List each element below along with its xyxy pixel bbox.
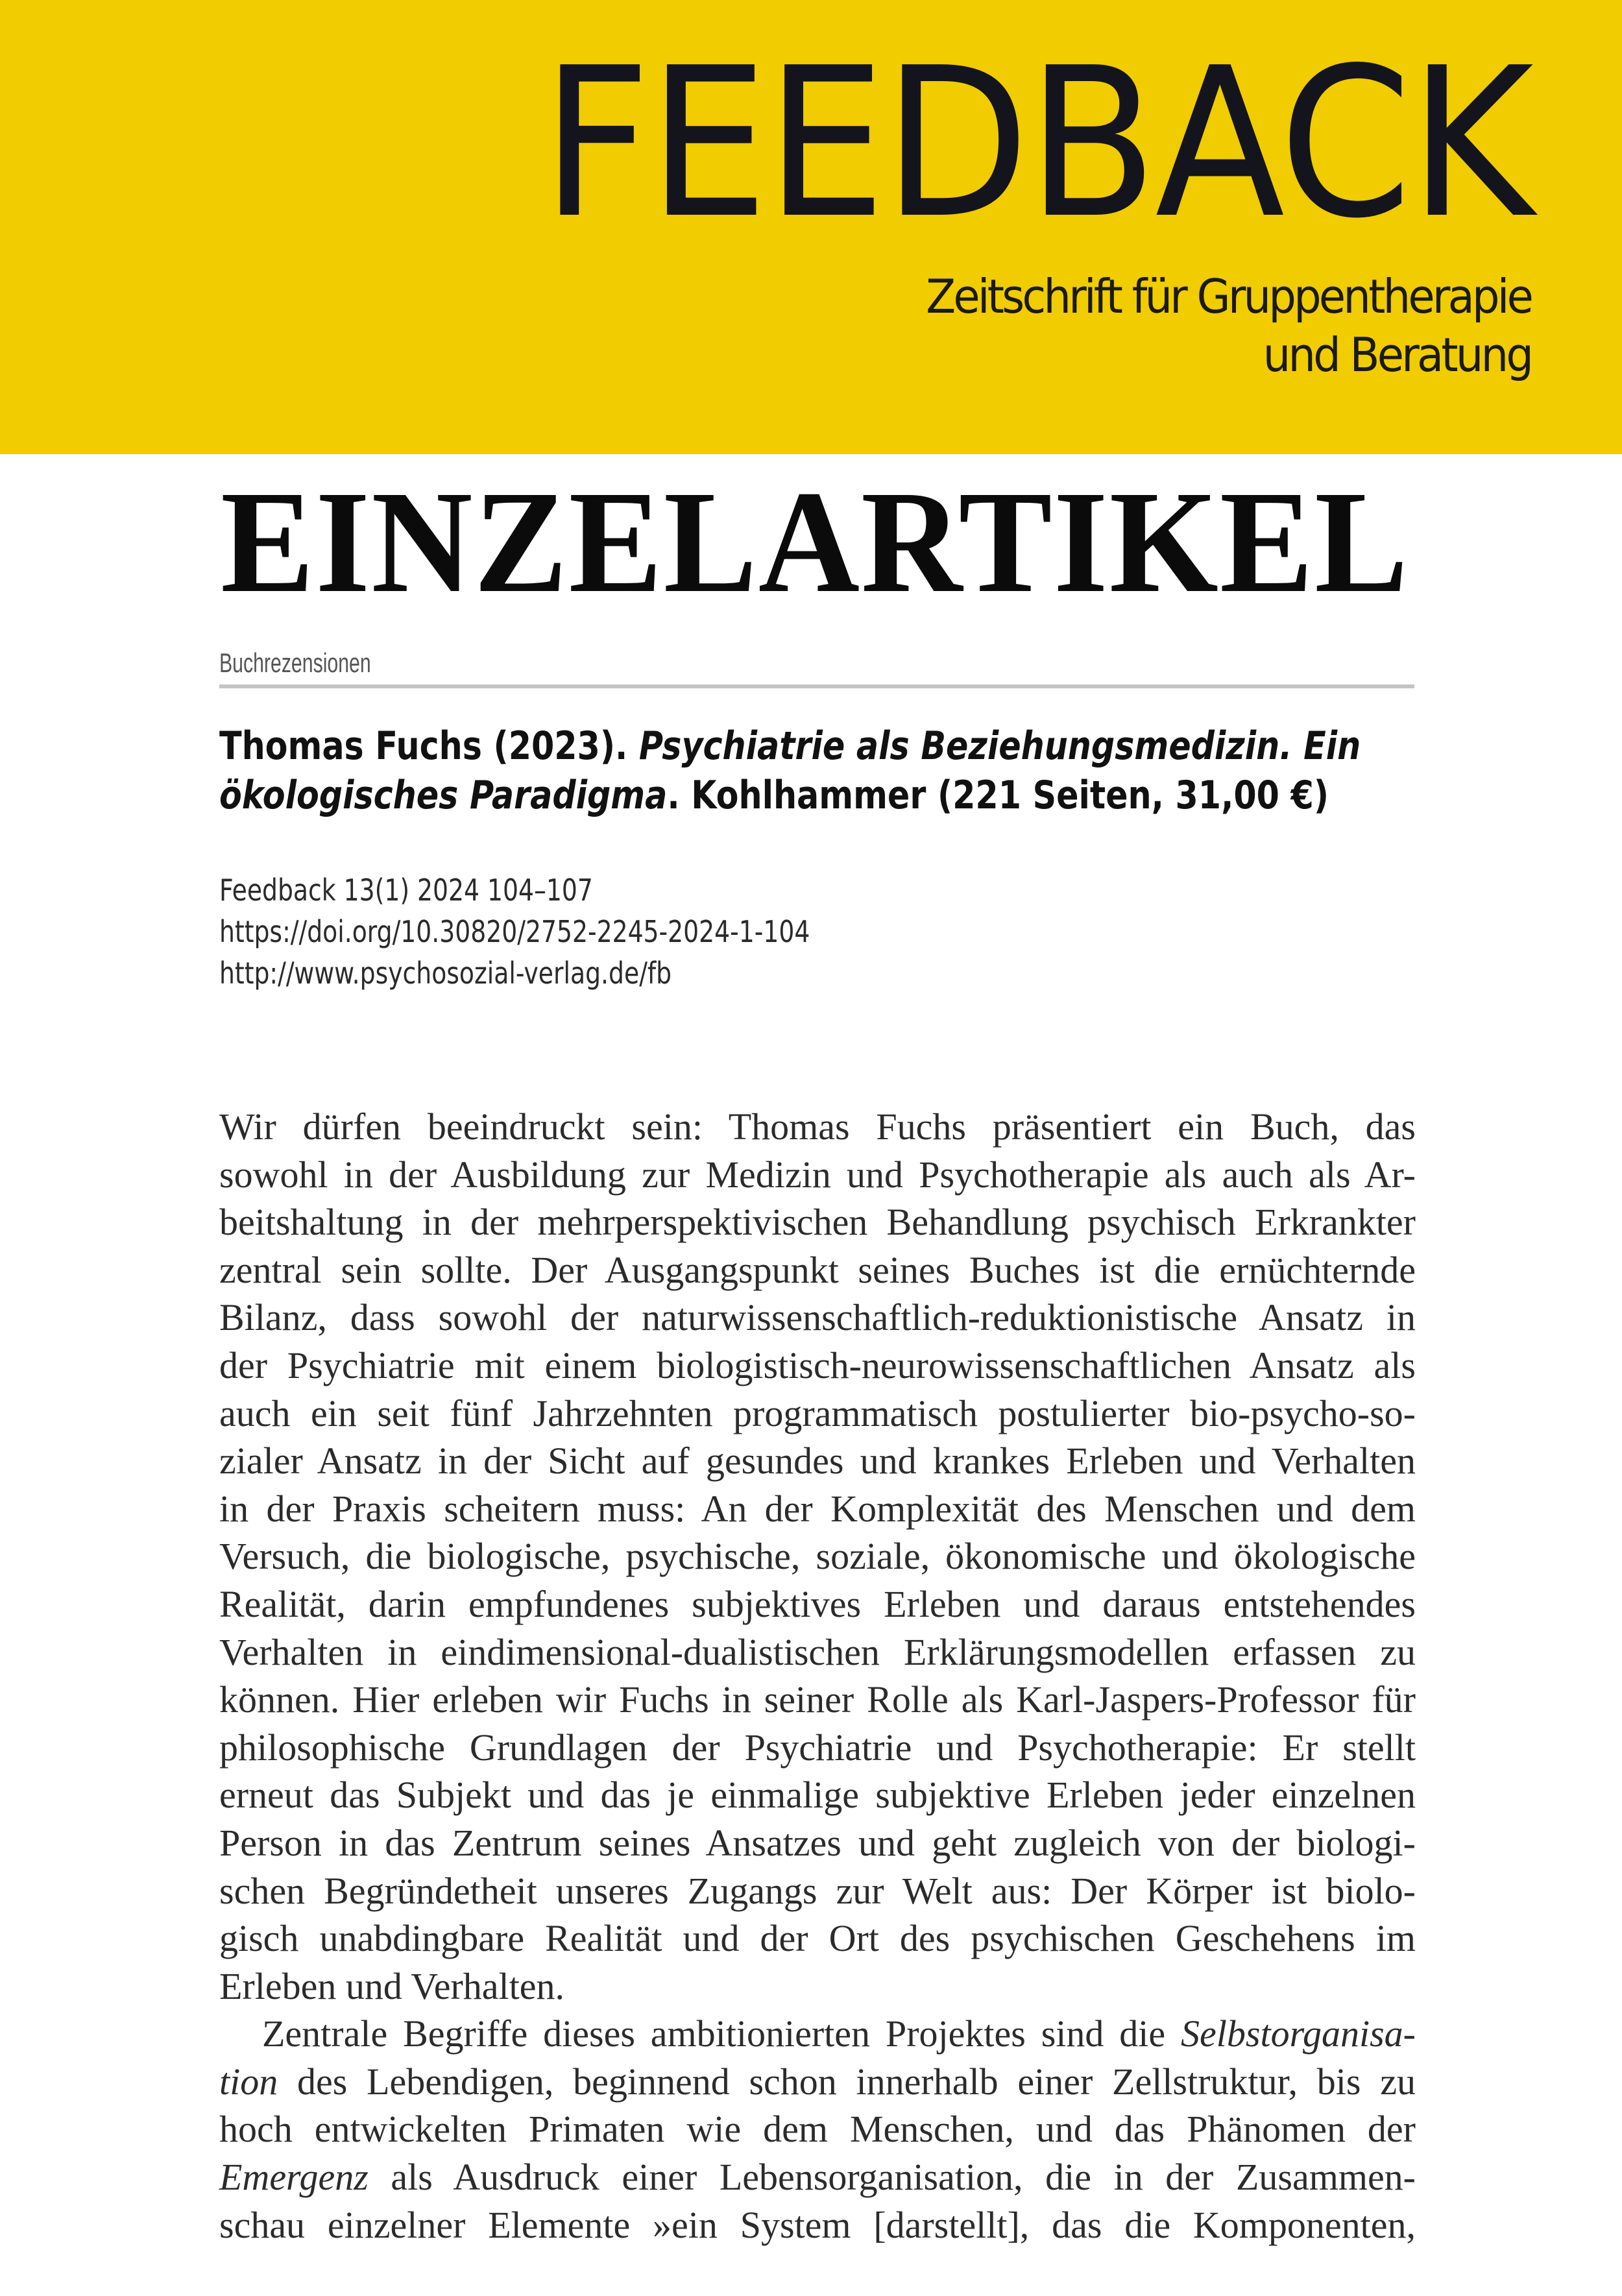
review-title-line-1 <box>219 721 1371 771</box>
article-meta <box>219 869 810 994</box>
journal-subtitle-line-1: Zeitschrift für Gruppentherapie <box>926 269 1531 324</box>
body-line <box>219 2058 1416 2106</box>
article-body <box>219 1103 1416 2249</box>
body-line: philosophische Grundlagen der Psychiatrie und Psychotherapie: Er stellt <box>219 1726 1416 1769</box>
term-selbstorganisation-end: tion <box>219 2060 278 2103</box>
paragraph-2 <box>219 2010 1416 2249</box>
body-line: der Psychiatrie mit einem biologistisch-neurowissenschaftlichen Ansatz als <box>219 1344 1416 1386</box>
body-line: Person in das Zentrum seines Ansatzes und geht zugleich von der biologi- <box>219 1821 1416 1864</box>
body-line: Wir dürfen beeindruckt sein: Thomas Fuchs präsentiert ein Buch, das <box>219 1106 1416 1148</box>
doi-link[interactable]: https://doi.org/10.30820/2752-2245-2024-1-104 <box>219 914 810 949</box>
body-line: Versuch, die biologische, psychische, soziale, ökonomische und ökologische <box>219 1535 1416 1578</box>
body-line <box>219 2010 1416 2058</box>
website-link[interactable]: http://www.psychosozial-verlag.de/fb <box>219 956 672 991</box>
book-title-part-1: Psychiatrie als Beziehungsmedizin. Ein <box>638 723 1361 769</box>
body-line: erneut das Subjekt und das je einmalige subjektive Erleben jeder einzelnen <box>219 1774 1416 1817</box>
author-year: Thomas Fuchs (2023). <box>219 723 639 769</box>
journal-subtitle-line-2: und Beratung <box>1263 328 1531 382</box>
body-line: beitshaltung in der mehrperspektivischen Behandlung psychisch Erkrankter <box>219 1201 1416 1244</box>
body-line: in der Praxis scheitern muss: An der Komplexität des Menschen und dem <box>219 1487 1416 1530</box>
term-emergenz: Emergenz <box>219 2156 369 2199</box>
paragraph-1 <box>219 1103 1416 2010</box>
body-line <box>219 2153 1416 2201</box>
section-label: Buchrezensionen <box>219 647 371 678</box>
body-line: schen Begründetheit unseres Zugangs zur Welt aus: Der Körper ist biolo- <box>219 1869 1416 1912</box>
body-line: Verhalten in eindimensional-dualistischen Erklärungsmodellen erfassen zu <box>219 1630 1416 1673</box>
body-line: können. Hier erleben wir Fuchs in seiner Rolle als Karl-Jaspers-Professor für <box>219 1678 1416 1721</box>
publisher-info: . Kohlhammer (221 Seiten, 31,00 €) <box>667 773 1329 818</box>
body-line: Erleben und Verhalten. <box>219 1964 565 2007</box>
journal-banner <box>0 0 1622 454</box>
body-line: zialer Ansatz in der Sicht auf gesundes und krankes Erleben und Verhalten <box>219 1440 1416 1482</box>
body-line: Realität, darin empfundenes subjektives Erleben und daraus entstehendes <box>219 1582 1416 1625</box>
body-line: zentral sein sollte. Der Ausgangspunkt seines Buches ist die ernüchternde <box>219 1248 1416 1291</box>
body-line: sowohl in der Ausbildung zur Medizin und Psychotherapie als auch als Ar- <box>219 1153 1416 1196</box>
section-divider <box>219 684 1414 688</box>
body-text-span: Zentrale Begriffe dieses ambitionierten Projektes sind die <box>262 2012 1181 2055</box>
body-line: schau einzelner Elemente »ein System [darstellt], das die Komponenten, <box>219 2203 1416 2246</box>
review-title <box>219 721 1371 820</box>
term-selbstorganisation: Selbstorganisa- <box>1181 2012 1416 2055</box>
journal-name: FEEDBACK <box>541 23 1531 263</box>
body-line: auch ein seit fünf Jahrzehnten programmatisch postulierter bio-psycho-so- <box>219 1392 1416 1434</box>
body-line: gisch unabdingbare Realität und der Ort des psychischen Geschehens im <box>219 1917 1416 1960</box>
citation: Feedback 13(1) 2024 104–107 <box>219 873 593 908</box>
review-title-line-2 <box>219 771 1371 820</box>
book-title-part-2: ökologisches Paradigma <box>219 773 668 818</box>
journal-subtitle <box>926 267 1531 384</box>
body-text-span: des Lebendigen, beginnend schon innerhalb einer Zellstruktur, bis zu <box>278 2060 1416 2103</box>
body-text-span: als Ausdruck einer Lebensorganisation, die in der Zusammen- <box>368 2156 1416 2199</box>
document-kind-heading: EINZELARTIKEL <box>221 461 1410 623</box>
body-line: Bilanz, dass sowohl der naturwissenschaftlich-reduktionistische Ansatz in <box>219 1296 1416 1339</box>
body-line: hoch entwickelten Primaten wie dem Menschen, und das Phänomen der <box>219 2108 1416 2151</box>
